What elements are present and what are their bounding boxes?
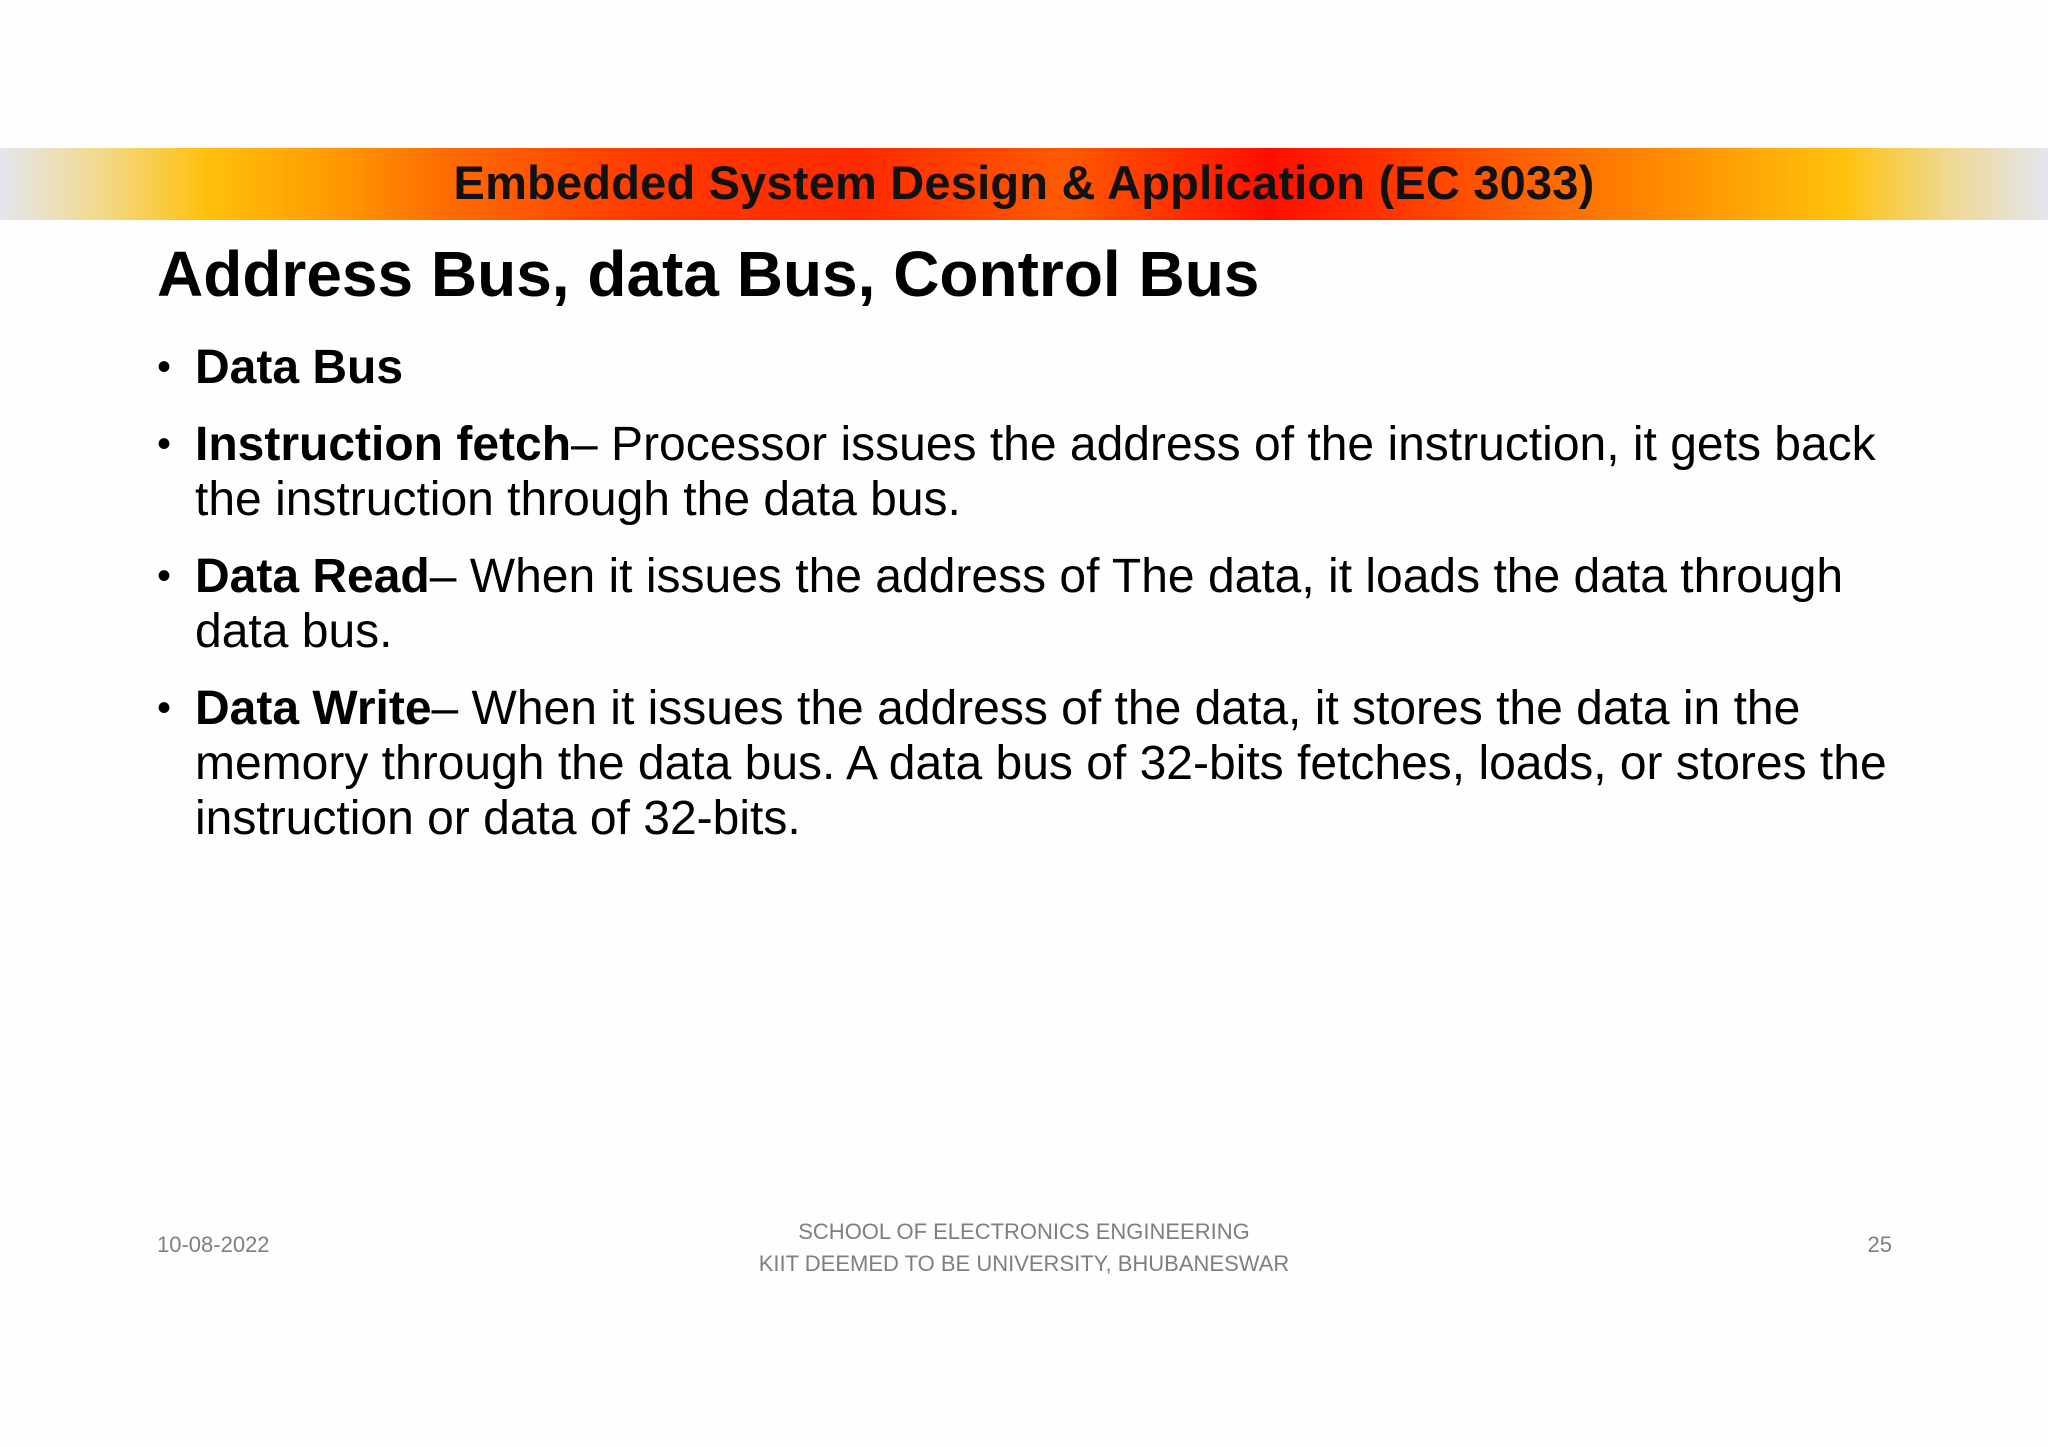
bullet-marker: • [157,345,172,389]
footer-school-line2: KIIT DEEMED TO BE UNIVERSITY, BHUBANESWAR [758,1251,1290,1276]
bullet-item-instruction-fetch [157,417,1917,527]
course-title: Embedded System Design & Application (EC 3033) [453,156,1595,209]
bullet-term: Data Read [195,550,430,603]
bullet-term: Instruction fetch [195,418,572,471]
footer-page-number: 25 [1867,1232,1892,1257]
bullet-term: Data Bus [195,341,404,394]
bullet-text: – When it issues the address of the data, it stores the data in the memory through the data bus. A data bus of 32-bits fetches, loads, or stores the instruction or data of 32-bits. [195,682,1887,845]
bullet-marker: • [157,554,172,598]
course-banner [0,148,2048,220]
footer-date: 10-08-2022 [157,1232,270,1257]
slide-title: Address Bus, data Bus, Control Bus [157,238,1260,310]
footer-school-line1: SCHOOL OF ELECTRONICS ENGINEERING [798,1219,1250,1244]
footer-school [724,1216,1324,1280]
bullet-list [157,340,1917,868]
bullet-marker: • [157,686,172,730]
bullet-marker: • [157,422,172,466]
bullet-item-data-bus [157,340,1917,395]
bullet-term: Data Write [195,682,432,735]
bullet-item-data-read [157,549,1917,659]
bullet-text: – Processor issues the address of the instruction, it gets back the instruction through the data bus. [195,418,1876,526]
bullet-item-data-write [157,681,1917,846]
bullet-text: – When it issues the address of The data, it loads the data through data bus. [195,550,1844,658]
